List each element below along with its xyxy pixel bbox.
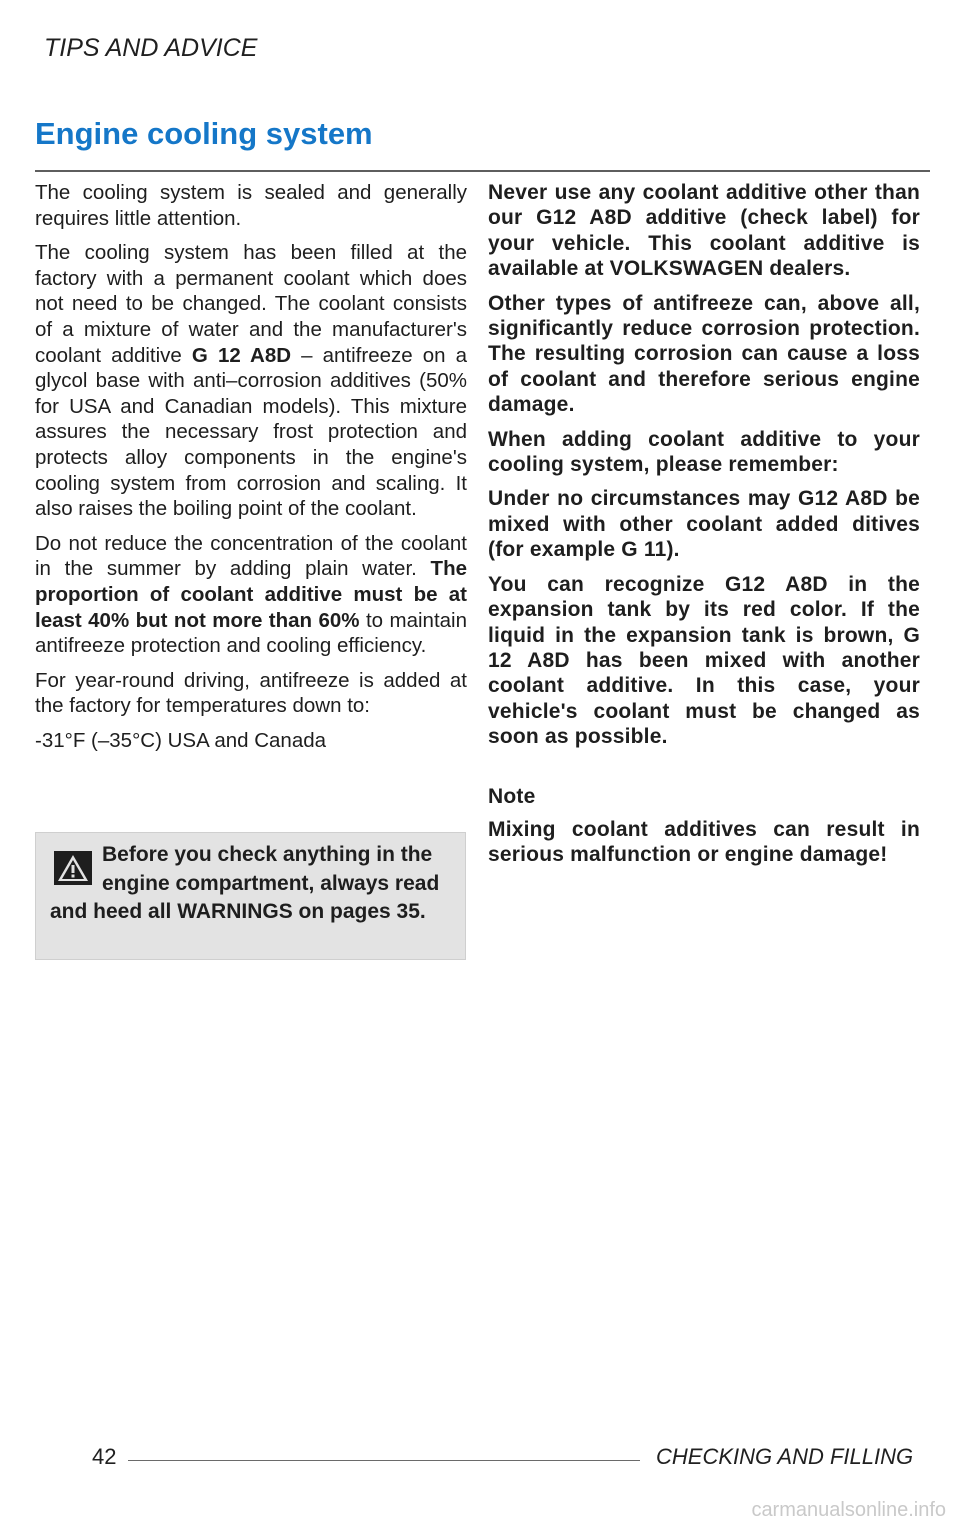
page-number: 42 xyxy=(92,1444,117,1469)
coolant-additive-name: G 12 A8D xyxy=(191,343,292,367)
warning-triangle-icon xyxy=(54,851,92,885)
watermark: carmanualsonline.info xyxy=(751,1499,946,1521)
paragraph-concentration xyxy=(35,531,467,659)
coolant-text-c: – antifreeze on a glycol base with anti–corrosion additives (50% for USA and Canadian models). This mixture assures the necessary frost protection and protects alloy components in the engine's cooling system from corrosion and scaling. It also raises the boiling point of the coolant. xyxy=(35,343,468,521)
paragraph-no-mixing: Under no circumstances may G12 A8D be mixed with other coolant added ditives (for example G 11). xyxy=(488,487,920,562)
paragraph-other-antifreeze: Other types of antifreeze can, above all, significantly reduce corrosion protection. The resulting corrosion can cause a loss of coolant and therefore serious engine damage. xyxy=(488,291,920,417)
paragraph-never-use: Never use any coolant additive other than our G12 A8D additive (check label) for your vehicle. This coolant additive is available at VOLKSWAGEN dealers. xyxy=(488,181,920,281)
paragraph-coolant-description xyxy=(35,240,467,522)
paragraph-intro: The cooling system is sealed and generally requires little attention. xyxy=(35,181,467,230)
concentration-text-a: Do not reduce the concentration of the coolant in the summer by adding plain water. xyxy=(35,531,467,581)
footer-divider xyxy=(128,1460,640,1461)
left-column xyxy=(35,180,467,762)
coolant-text-a: The cooling system has been filled at the factory with a permanent coolant which does not need to be changed. The coolant consists of a mixture of water and the manufacturer's coolant additive xyxy=(35,241,467,367)
note-title: Note xyxy=(488,784,536,808)
warning-text: Before you check anything in the engine compartment, always read and heed all WARNINGS on pages 35. xyxy=(50,843,440,923)
warning-box xyxy=(35,832,466,960)
paragraph-when-adding: When adding coolant additive to your cooling system, please remember: xyxy=(488,427,920,477)
paragraph-year-round: For year-round driving, antifreeze is added at the factory for temperatures down to: xyxy=(35,668,467,718)
page-title: Engine cooling system xyxy=(35,116,373,151)
right-column xyxy=(488,180,920,877)
title-divider xyxy=(35,170,930,172)
concentration-text-c: to maintain antifreeze protection and cooling efficiency. xyxy=(35,608,467,658)
section-label: TIPS AND ADVICE xyxy=(44,34,258,62)
note-text: Mixing coolant additives can result in serious malfunction or engine damage! xyxy=(488,817,920,867)
concentration-proportion: The proportion of coolant additive must be at least 40% but not more than 60% xyxy=(35,557,467,632)
chapter-label: CHECKING AND FILLING xyxy=(656,1444,914,1469)
paragraph-recognize: You can recognize G12 A8D in the expansion tank by its red color. If the liquid in the expansion tank is brown, G 12 A8D has been mixed with another coolant additive. In this case, your vehicle's coolant must be changed as soon as possible. xyxy=(488,572,920,749)
paragraph-temperature: -31°F (–35°C) USA and Canada xyxy=(35,728,327,752)
